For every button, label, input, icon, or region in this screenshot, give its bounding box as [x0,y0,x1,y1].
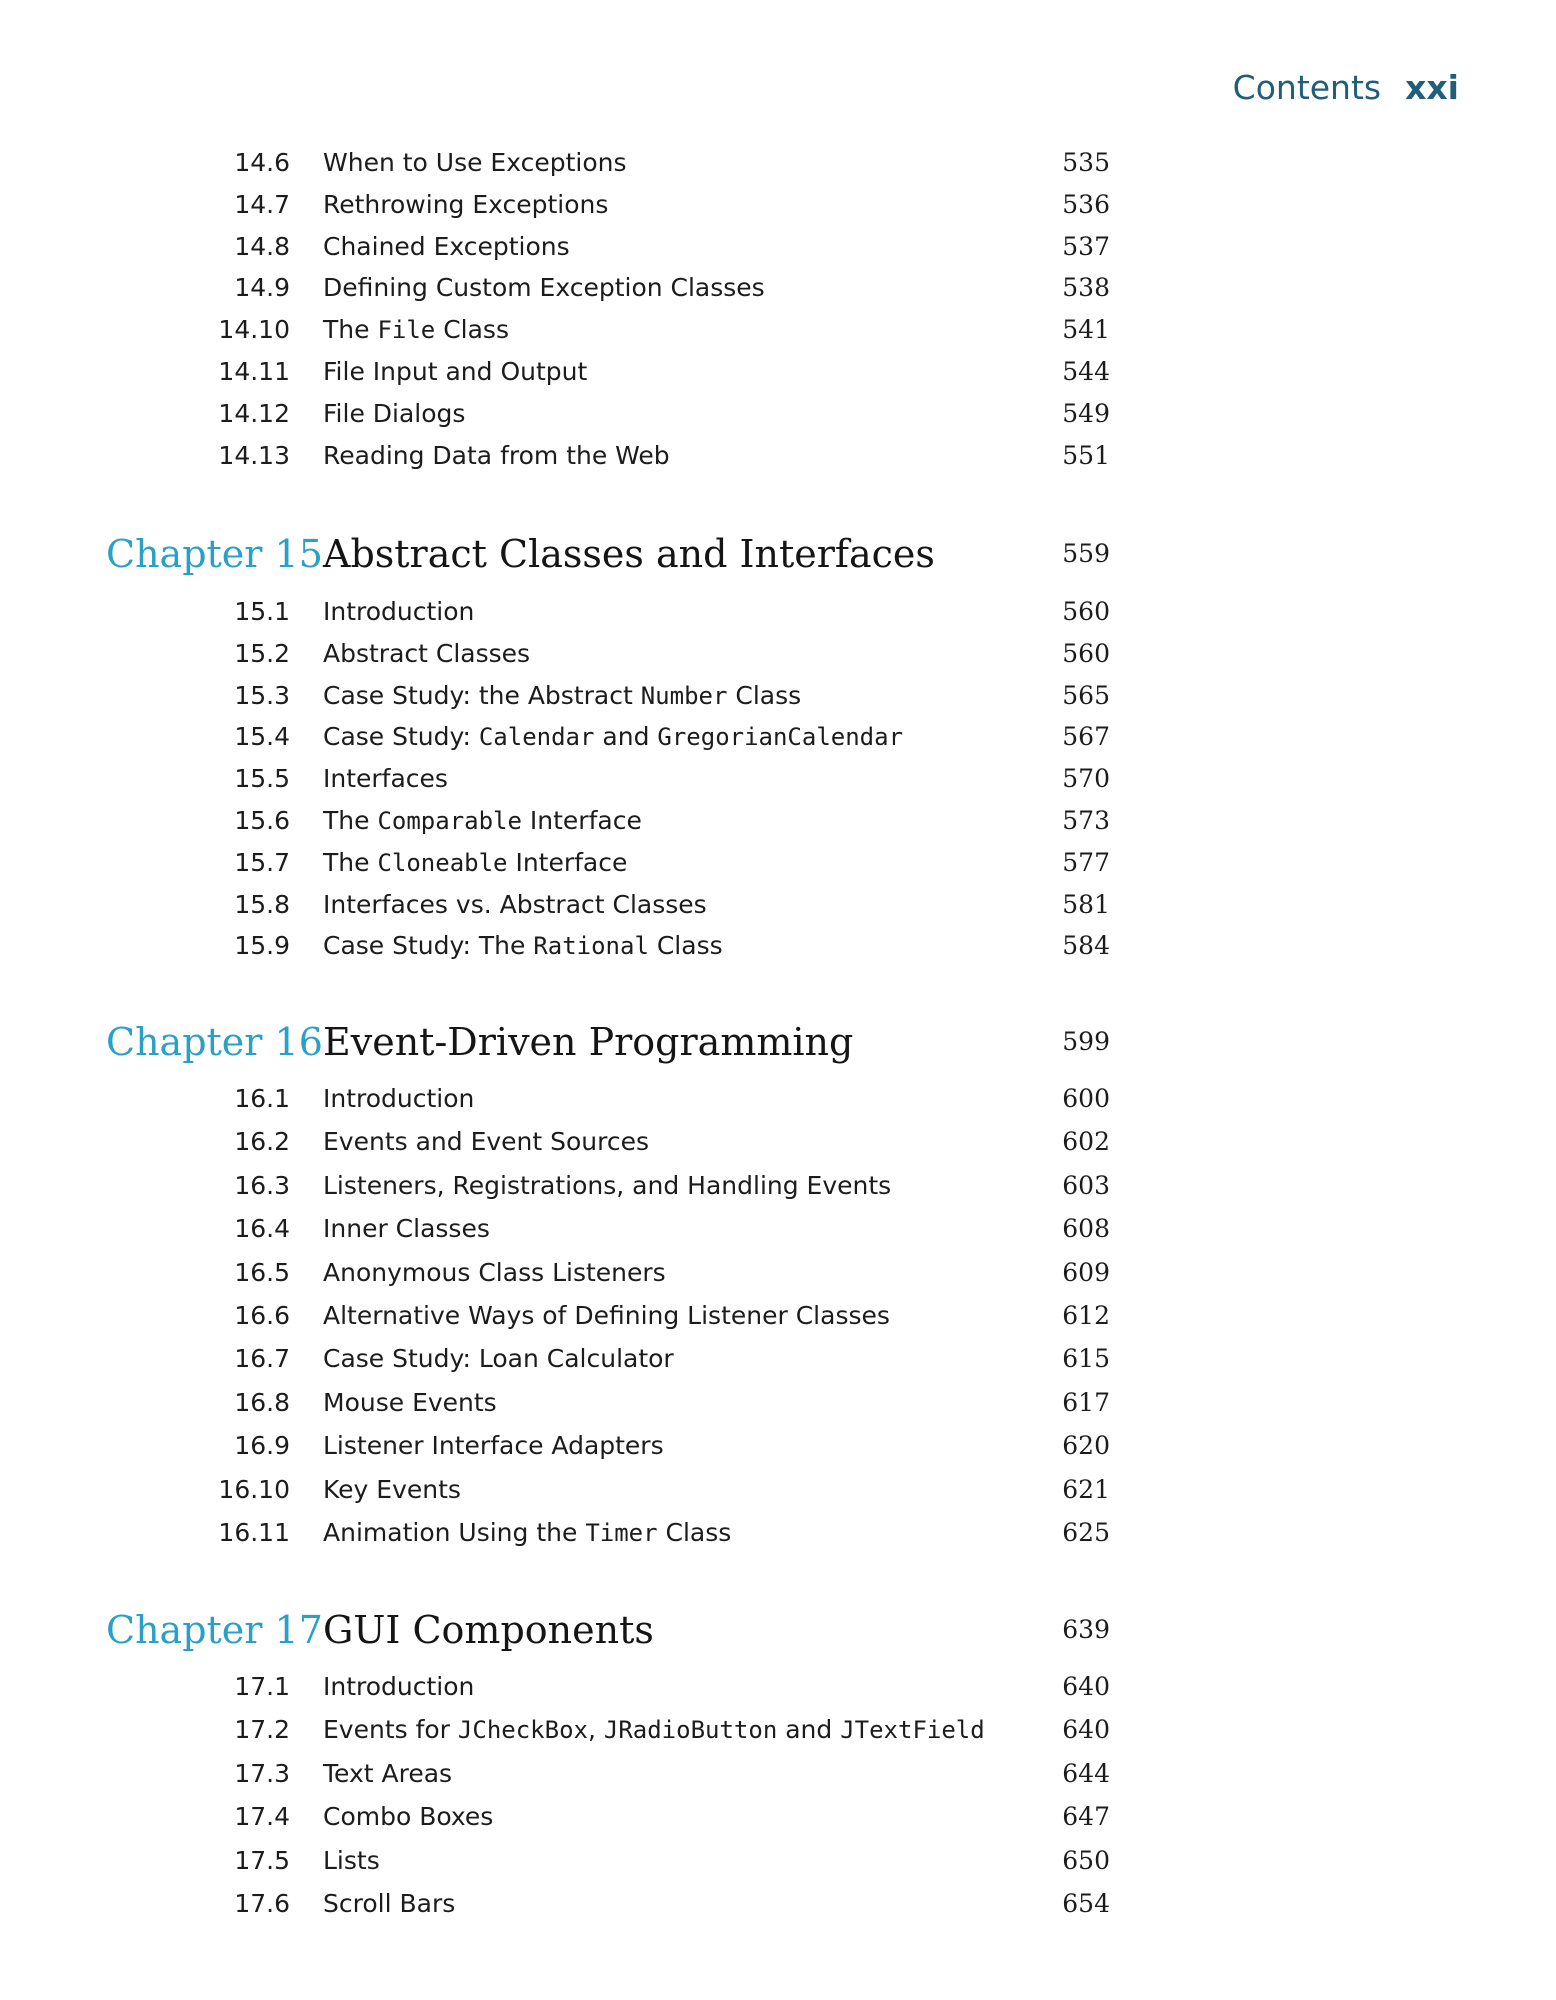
toc-section-row[interactable] [0,843,1200,883]
chapter-title: Abstract Classes and Interfaces [323,532,935,576]
section-number: 16.1 [234,1084,290,1113]
chapter-page: 639 [1062,1615,1110,1644]
section-number: 17.1 [234,1672,290,1701]
section-page: 654 [1062,1889,1110,1918]
section-title [323,436,670,476]
toc-section-row[interactable] [0,592,1200,632]
section-number: 15.1 [234,597,290,626]
title-text: File Input and Output [323,357,588,386]
title-text: and [777,1715,841,1745]
section-number: 14.12 [218,398,290,428]
toc-section-row[interactable] [0,185,1200,225]
chapter-title: Event-Driven Programming [323,1020,854,1064]
title-text: Case Study: [323,722,479,752]
page-number: xxi [1405,68,1459,107]
section-number: 14.7 [234,189,290,219]
section-title [323,1253,666,1293]
section-page: 551 [1062,440,1110,470]
code-term: JRadioButton [603,1716,778,1745]
title-text: Case Study: the Abstract [323,680,641,710]
section-title [323,1667,474,1707]
section-number: 15.7 [234,847,290,877]
section-number: 15.5 [234,764,290,794]
running-head [1233,68,1459,107]
title-text: Text Areas [323,1758,453,1788]
section-page: 565 [1062,680,1110,710]
section-page: 584 [1062,931,1110,961]
code-term: GregorianCalendar [657,723,904,752]
title-text: Anonymous Class Listeners [323,1257,666,1287]
section-number: 14.6 [234,148,290,177]
toc-section-row[interactable] [0,1470,1200,1510]
code-term: Cloneable [377,848,508,877]
section-page: 620 [1062,1431,1110,1461]
section-title [323,310,509,350]
section-page: 602 [1062,1127,1110,1157]
section-number: 14.9 [234,273,290,303]
title-text: Key Events [323,1474,461,1504]
toc-section-row[interactable] [0,1296,1200,1336]
toc-section-row[interactable] [0,1667,1200,1707]
section-page: 570 [1062,764,1110,794]
title-text: and [594,722,658,752]
code-term: File [377,316,436,345]
section-page: 567 [1062,722,1110,752]
section-title [323,143,627,183]
toc-section-row[interactable] [0,1209,1200,1249]
section-title [323,185,608,225]
title-text: The [323,806,378,835]
title-text: Interface [521,806,642,835]
toc-section-row[interactable] [0,436,1200,476]
title-text: Scroll Bars [323,1889,456,1918]
title-text: Case Study: The [323,931,534,961]
section-number: 17.5 [234,1845,290,1875]
toc-section-row[interactable] [0,1841,1200,1881]
title-text: Reading Data from the Web [323,440,670,470]
title-text: Class [435,315,509,345]
toc-section-row[interactable] [0,352,1200,392]
title-text: Interfaces [323,764,448,794]
section-title [323,801,642,841]
section-title [323,1209,490,1249]
section-title [323,1079,474,1119]
toc-section-row[interactable] [0,676,1200,716]
running-head-label: Contents [1232,68,1382,107]
toc-section-row[interactable] [0,310,1200,350]
section-title [323,1470,461,1510]
chapter-page: 559 [1062,539,1110,568]
code-term: Comparable [377,807,522,835]
section-title [323,1884,455,1924]
title-text: Combo Boxes [323,1802,494,1832]
section-page: 625 [1062,1518,1110,1547]
title-text: Mouse Events [323,1387,497,1417]
toc-section-row[interactable] [0,394,1200,434]
section-page: 644 [1062,1758,1110,1788]
toc-chapter-row[interactable] [0,526,1200,582]
toc-section-row[interactable] [0,1710,1200,1750]
section-number: 16.7 [234,1344,290,1374]
section-number: 16.9 [234,1431,290,1461]
section-title [323,1426,664,1466]
toc-section-row[interactable] [0,1797,1200,1837]
section-number: 15.2 [234,638,290,668]
title-text: Rethrowing Exceptions [323,189,609,219]
chapter-label: Chapter 17 [106,1608,323,1652]
section-number: 15.8 [234,889,290,919]
section-page: 600 [1062,1084,1110,1113]
title-text: Listeners, Registrations, and Handling Events [323,1170,892,1200]
section-number: 17.3 [234,1758,290,1788]
title-text: Class [727,680,802,710]
section-title [323,676,801,716]
chapter-label: Chapter 15 [106,532,323,576]
toc-section-row[interactable] [0,1253,1200,1293]
section-number: 17.4 [234,1802,290,1832]
section-page: 536 [1062,189,1110,219]
section-number: 14.11 [218,357,290,386]
section-title [323,1797,493,1837]
toc-section-row[interactable] [0,1754,1200,1794]
section-title [323,1339,674,1379]
section-number: 16.5 [234,1257,290,1287]
section-number: 16.11 [218,1518,290,1547]
section-title [323,352,587,392]
section-number: 15.9 [234,931,290,961]
section-number: 14.10 [218,315,290,345]
title-text: Animation Using the [323,1518,586,1547]
section-page: 541 [1062,315,1110,345]
title-text: Case Study: Loan Calculator [323,1344,674,1374]
title-text: Events and Event Sources [323,1127,650,1157]
title-text: Defining Custom Exception Classes [323,273,765,303]
toc-section-row[interactable] [0,1513,1200,1553]
section-page: 615 [1062,1344,1110,1374]
toc-section-row[interactable] [0,717,1200,757]
section-page: 560 [1062,597,1110,626]
section-number: 15.6 [234,806,290,835]
section-title [323,634,530,674]
chapter-page: 599 [1062,1027,1110,1056]
title-text: Interfaces vs. Abstract Classes [323,889,707,919]
code-term: Calendar [478,723,595,752]
toc-section-row[interactable] [0,1383,1200,1423]
section-page: 549 [1062,398,1110,428]
title-text: , [587,1715,604,1745]
section-page: 608 [1062,1214,1110,1244]
code-term: Rational [533,932,649,961]
section-title [323,885,707,925]
section-title [323,1841,380,1881]
title-text: Events for [323,1715,458,1745]
code-term: JCheckBox [457,1716,588,1745]
title-text: Interface [507,847,628,877]
section-title [323,1296,890,1336]
title-text: Introduction [323,597,475,626]
section-page: 609 [1062,1257,1110,1287]
section-title [323,759,448,799]
title-text: Chained Exceptions [323,231,570,261]
toc-chapter-row[interactable] [0,1602,1200,1658]
toc-section-row[interactable] [0,1079,1200,1119]
toc-section-row[interactable] [0,885,1200,925]
section-page: 577 [1062,847,1110,877]
section-title [323,1710,985,1750]
section-number: 16.4 [234,1214,290,1244]
section-page: 650 [1062,1845,1110,1875]
section-title [323,1166,891,1206]
title-text: Lists [323,1845,380,1875]
toc-section-row[interactable] [0,268,1200,308]
toc-section-row[interactable] [0,1122,1200,1162]
section-number: 15.4 [234,722,290,752]
toc-section-row[interactable] [0,1339,1200,1379]
toc-section-row[interactable] [0,926,1200,966]
toc-chapter-row[interactable] [0,1014,1200,1070]
section-page: 617 [1062,1387,1110,1417]
section-title [323,717,903,757]
section-page: 647 [1062,1802,1110,1832]
section-number: 16.6 [234,1301,290,1330]
section-title [323,1513,731,1553]
section-page: 640 [1062,1672,1110,1701]
title-text: The [323,315,378,345]
title-text: Listener Interface Adapters [323,1431,664,1461]
section-page: 535 [1062,148,1110,177]
title-text: Introduction [323,1084,475,1113]
toc-section-row[interactable] [0,1166,1200,1206]
section-title [323,227,570,267]
section-page: 544 [1062,357,1110,386]
section-title [323,926,723,966]
section-title [323,1383,497,1423]
section-title [323,268,765,308]
section-title [323,1754,452,1794]
title-text: Inner Classes [323,1214,490,1244]
title-text: File Dialogs [323,398,466,428]
chapter-title: GUI Components [323,1608,654,1652]
toc-section-row[interactable] [0,1426,1200,1466]
section-number: 14.13 [218,440,290,470]
section-number: 16.2 [234,1127,290,1157]
section-number: 17.6 [234,1889,290,1918]
section-title [323,1122,649,1162]
toc-section-row[interactable] [0,801,1200,841]
section-title [323,592,474,632]
section-page: 621 [1062,1474,1110,1504]
section-page: 612 [1062,1301,1110,1330]
section-page: 537 [1062,231,1110,261]
toc-section-row[interactable] [0,759,1200,799]
section-page: 538 [1062,273,1110,303]
code-term: Timer [585,1519,658,1547]
section-page: 581 [1062,889,1110,919]
title-text: Class [648,931,723,961]
toc-section-row[interactable] [0,227,1200,267]
title-text: Abstract Classes [323,638,531,668]
code-term: JTextField [840,1716,985,1745]
section-number: 14.8 [234,231,290,261]
section-page: 603 [1062,1170,1110,1200]
chapter-label: Chapter 16 [106,1020,323,1064]
section-page: 640 [1062,1715,1110,1745]
section-number: 16.10 [218,1474,290,1504]
title-text: Class [657,1518,732,1547]
toc-section-row[interactable] [0,1884,1200,1924]
title-text: When to Use Exceptions [323,148,627,177]
section-title [323,843,627,883]
toc-section-row[interactable] [0,143,1200,183]
title-text: Introduction [323,1672,475,1701]
section-number: 15.3 [234,680,290,710]
title-text: Alternative Ways of Defining Listener Classes [323,1301,890,1330]
section-page: 573 [1062,806,1110,835]
section-page: 560 [1062,638,1110,668]
section-number: 16.8 [234,1387,290,1417]
title-text: The [323,847,378,877]
code-term: Number [640,681,728,710]
toc-section-row[interactable] [0,634,1200,674]
section-title [323,394,465,434]
section-number: 16.3 [234,1170,290,1200]
section-number: 17.2 [234,1715,290,1745]
